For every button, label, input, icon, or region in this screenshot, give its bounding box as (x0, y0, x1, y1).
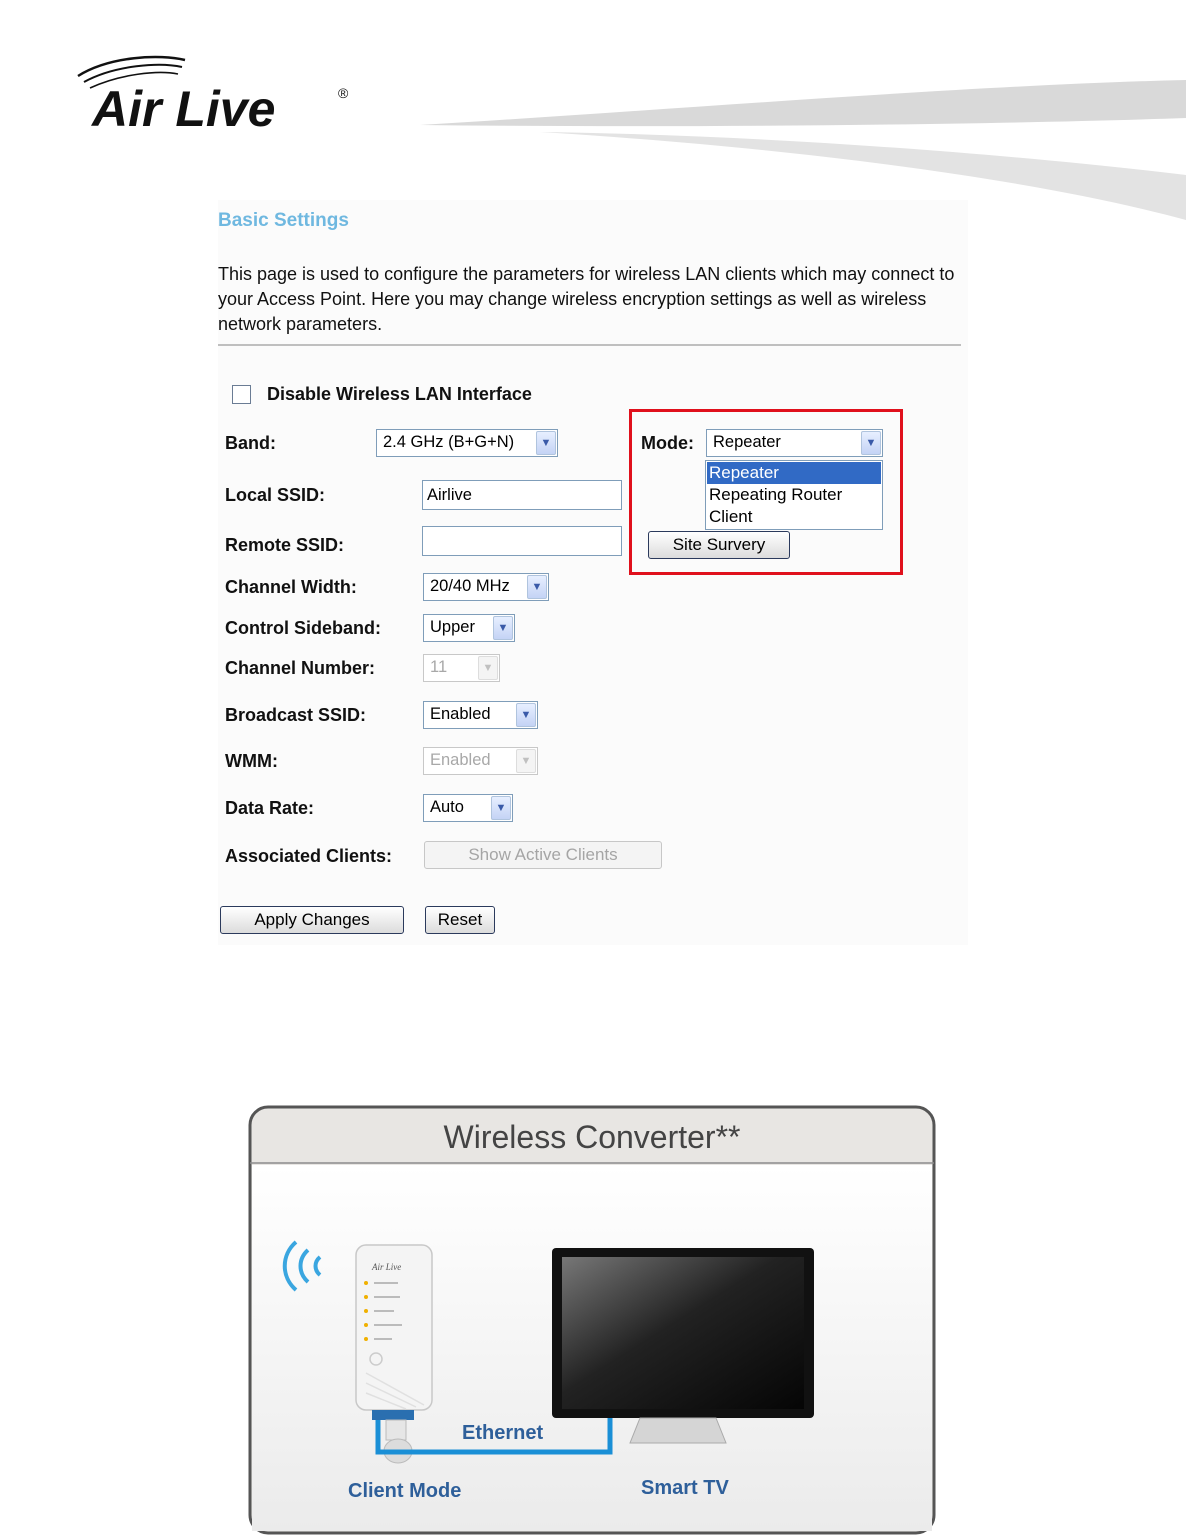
registered-mark: ® (338, 85, 349, 101)
wmm-label: WMM: (225, 751, 278, 771)
data-rate-select[interactable] (423, 794, 513, 822)
logo-text: Air Live (92, 81, 276, 137)
mode-select[interactable] (706, 429, 883, 457)
channel-number-label: Channel Number: (225, 658, 376, 678)
diagram-title: Wireless Converter** (443, 1119, 741, 1155)
diagram-graphic (248, 1105, 936, 1535)
broadcast-ssid-select[interactable] (423, 701, 538, 729)
chevron-down-icon: ▼ (516, 749, 536, 773)
smart-tv-image (552, 1248, 814, 1443)
disable-wlan-checkbox[interactable] (232, 385, 251, 404)
site-survey-button[interactable]: Site Survery (648, 531, 790, 559)
mode-dropdown-list (705, 460, 883, 530)
apply-changes-button[interactable]: Apply Changes (220, 906, 404, 934)
channel-number-select[interactable] (423, 654, 500, 682)
airlive-logo (70, 50, 370, 140)
mode-value: Repeater (713, 433, 781, 451)
broadcast-ssid-label: Broadcast SSID: (225, 705, 367, 725)
remote-ssid-label: Remote SSID: (225, 535, 345, 555)
mode-option-client[interactable]: Client (709, 507, 753, 526)
wmm-value: Enabled (430, 751, 491, 769)
divider (218, 344, 961, 346)
chevron-down-icon: ▼ (536, 431, 556, 455)
channel-width-value: 20/40 MHz (430, 577, 510, 595)
data-rate-label: Data Rate: (225, 798, 315, 818)
channel-width-label: Channel Width: (225, 577, 357, 597)
chevron-down-icon: ▼ (861, 431, 881, 455)
control-sideband-select[interactable] (423, 614, 515, 642)
associated-clients-label: Associated Clients: (225, 846, 393, 866)
smart-tv-label: Smart TV (641, 1477, 729, 1499)
chevron-down-icon: ▼ (478, 656, 498, 680)
data-rate-value: Auto (430, 798, 464, 816)
basic-settings-panel (218, 200, 968, 945)
local-ssid-label: Local SSID: (225, 485, 326, 505)
control-sideband-label: Control Sideband: (225, 618, 381, 638)
control-sideband-value: Upper (430, 618, 475, 636)
band-value: 2.4 GHz (B+G+N) (383, 433, 515, 451)
page-description: This page is used to configure the parameters for wireless LAN clients which may connect to your Access Point. Here you may change wireless encryption settings as well as wireless network parameters. (218, 264, 955, 334)
chevron-down-icon: ▼ (491, 796, 511, 820)
client-mode-label: Client Mode (348, 1480, 462, 1502)
reset-button[interactable]: Reset (425, 906, 495, 934)
broadcast-ssid-value: Enabled (430, 705, 491, 723)
remote-ssid-input[interactable] (422, 526, 622, 556)
band-select[interactable] (376, 429, 558, 457)
mode-option-repeating-router[interactable]: Repeating Router (709, 485, 843, 504)
wireless-converter-diagram (248, 1105, 936, 1535)
mode-label: Mode: (641, 433, 694, 453)
chevron-down-icon: ▼ (516, 703, 536, 727)
page-title: Basic Settings (218, 210, 349, 231)
band-label: Band: (225, 433, 276, 453)
device-brand: Air Live (372, 1262, 402, 1272)
ethernet-label: Ethernet (462, 1422, 544, 1444)
local-ssid-input[interactable]: Airlive (422, 480, 622, 510)
wmm-select[interactable] (423, 747, 538, 775)
show-active-clients-button[interactable]: Show Active Clients (424, 841, 662, 869)
chevron-down-icon: ▼ (527, 575, 547, 599)
chevron-down-icon: ▼ (493, 616, 513, 640)
mode-option-repeater[interactable]: Repeater (707, 462, 881, 484)
disable-wlan-label: Disable Wireless LAN Interface (267, 384, 532, 404)
channel-width-select[interactable] (423, 573, 549, 601)
channel-number-value: 11 (430, 658, 448, 676)
